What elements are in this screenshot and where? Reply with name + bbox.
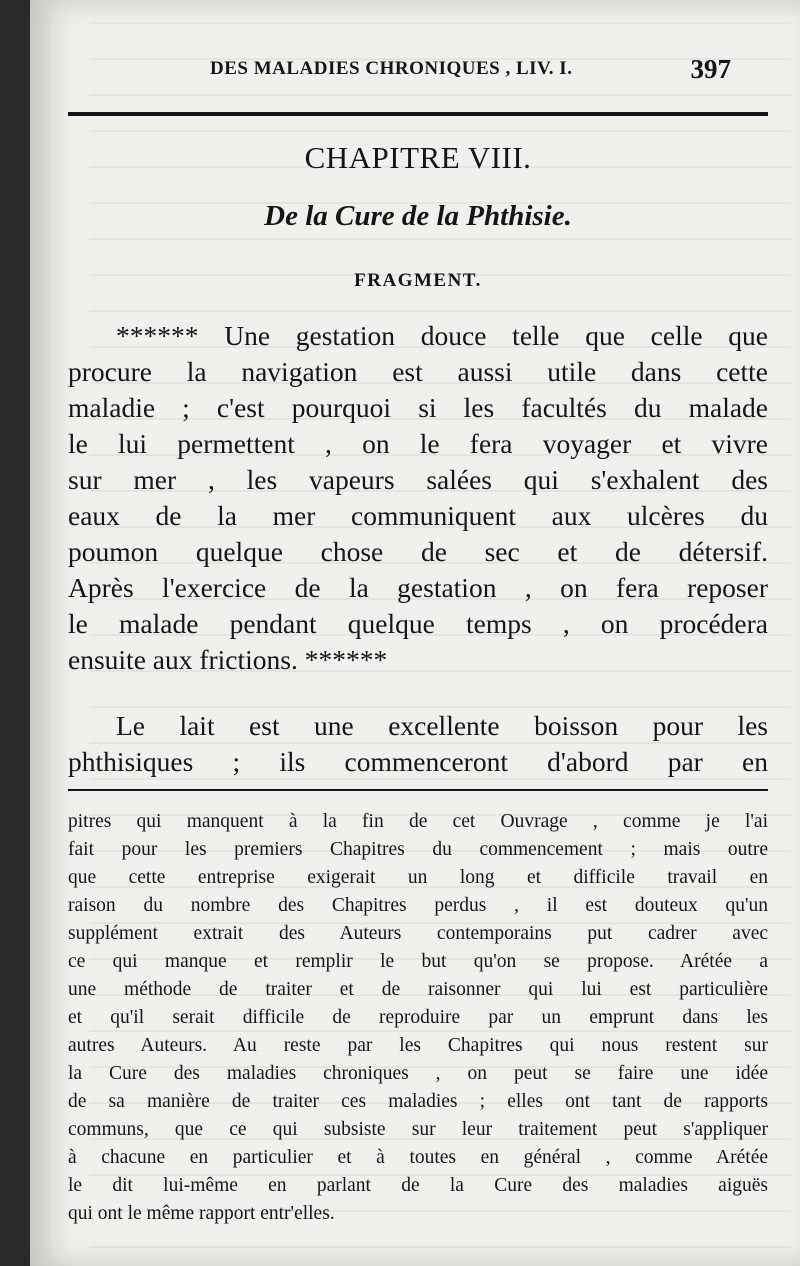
text-line: sur mer , les vapeurs salées qui s'exhalent des: [68, 464, 768, 495]
page-header: [68, 54, 733, 94]
footnote-rule: [68, 789, 768, 791]
page-number: 397: [690, 54, 731, 84]
footnote-line: ce qui manque et remplir le but qu'on se propose. Arétée a: [68, 951, 768, 972]
paragraph-gap: [68, 678, 768, 708]
paragraph-1: [68, 318, 768, 678]
footnote-line: communs, que ce qui subsiste sur leur traitement peut s'appliquer: [68, 1119, 768, 1140]
text-line: maladie ; c'est pourquoi si les facultés du malade: [68, 392, 768, 423]
text-line: Le lait est une excellente boisson pour les: [116, 710, 768, 741]
text-line: le lui permettent , on le fera voyager et vivre: [68, 428, 768, 459]
footnote-line: le dit lui-même en parlant de la Cure des maladies aiguës: [68, 1175, 768, 1196]
header-rule: [68, 112, 768, 116]
footnote-line: fait pour les premiers Chapitres du commencement ; mais outre: [68, 839, 768, 860]
footnote-line: la Cure des maladies chroniques , on peut se faire une idée: [68, 1063, 768, 1084]
text-line: Après l'exercice de la gestation , on fera reposer: [68, 572, 768, 603]
text-line: eaux de la mer communiquent aux ulcères du: [68, 500, 768, 531]
paragraph-2: [68, 708, 768, 780]
text-line: ensuite aux frictions. ******: [68, 644, 388, 675]
footnote-line: et qu'il serait difficile de reproduire par un emprunt dans les: [68, 1007, 768, 1028]
footnote-line: autres Auteurs. Au reste par les Chapitres qui nous restent sur: [68, 1035, 768, 1056]
footnote-line: pitres qui manquent à la fin de cet Ouvrage , comme je l'ai: [68, 811, 768, 832]
text-line: ****** Une gestation douce telle que celle que: [116, 320, 768, 351]
chapter-title: CHAPITRE VIII.: [304, 140, 532, 175]
running-head: DES MALADIES CHRONIQUES , LIV. I.: [210, 58, 573, 79]
chapter-subtitle: De la Cure de la Phthisie.: [264, 200, 572, 232]
book-page: [30, 0, 800, 1266]
footnote: [68, 808, 768, 1228]
footnote-line: une méthode de traiter et de raisonner qui lui est particulière: [68, 979, 768, 1000]
footnote-line: de sa manière de traiter ces maladies ; elles ont tant de rapports: [68, 1091, 768, 1112]
text-line: poumon quelque chose de sec et de détersif.: [68, 536, 768, 567]
text-line: le malade pendant quelque temps , on procédera: [68, 608, 768, 639]
main-text: [68, 318, 768, 780]
text-line: procure la navigation est aussi utile dans cette: [68, 356, 768, 387]
text-line: phthisiques ; ils commenceront d'abord par en: [68, 746, 768, 777]
footnote-line: qui ont le même rapport entr'elles.: [68, 1203, 335, 1224]
fragment-label: FRAGMENT.: [354, 270, 482, 291]
footnote-line: que cette entreprise exigerait un long et difficile travail en: [68, 867, 768, 888]
footnote-line: à chacune en particulier et à toutes en général , comme Arétée: [68, 1147, 768, 1168]
footnote-line: raison du nombre des Chapitres perdus , il est douteux qu'un: [68, 895, 768, 916]
footnote-line: supplément extrait des Auteurs contemporains put cadrer avec: [68, 923, 768, 944]
